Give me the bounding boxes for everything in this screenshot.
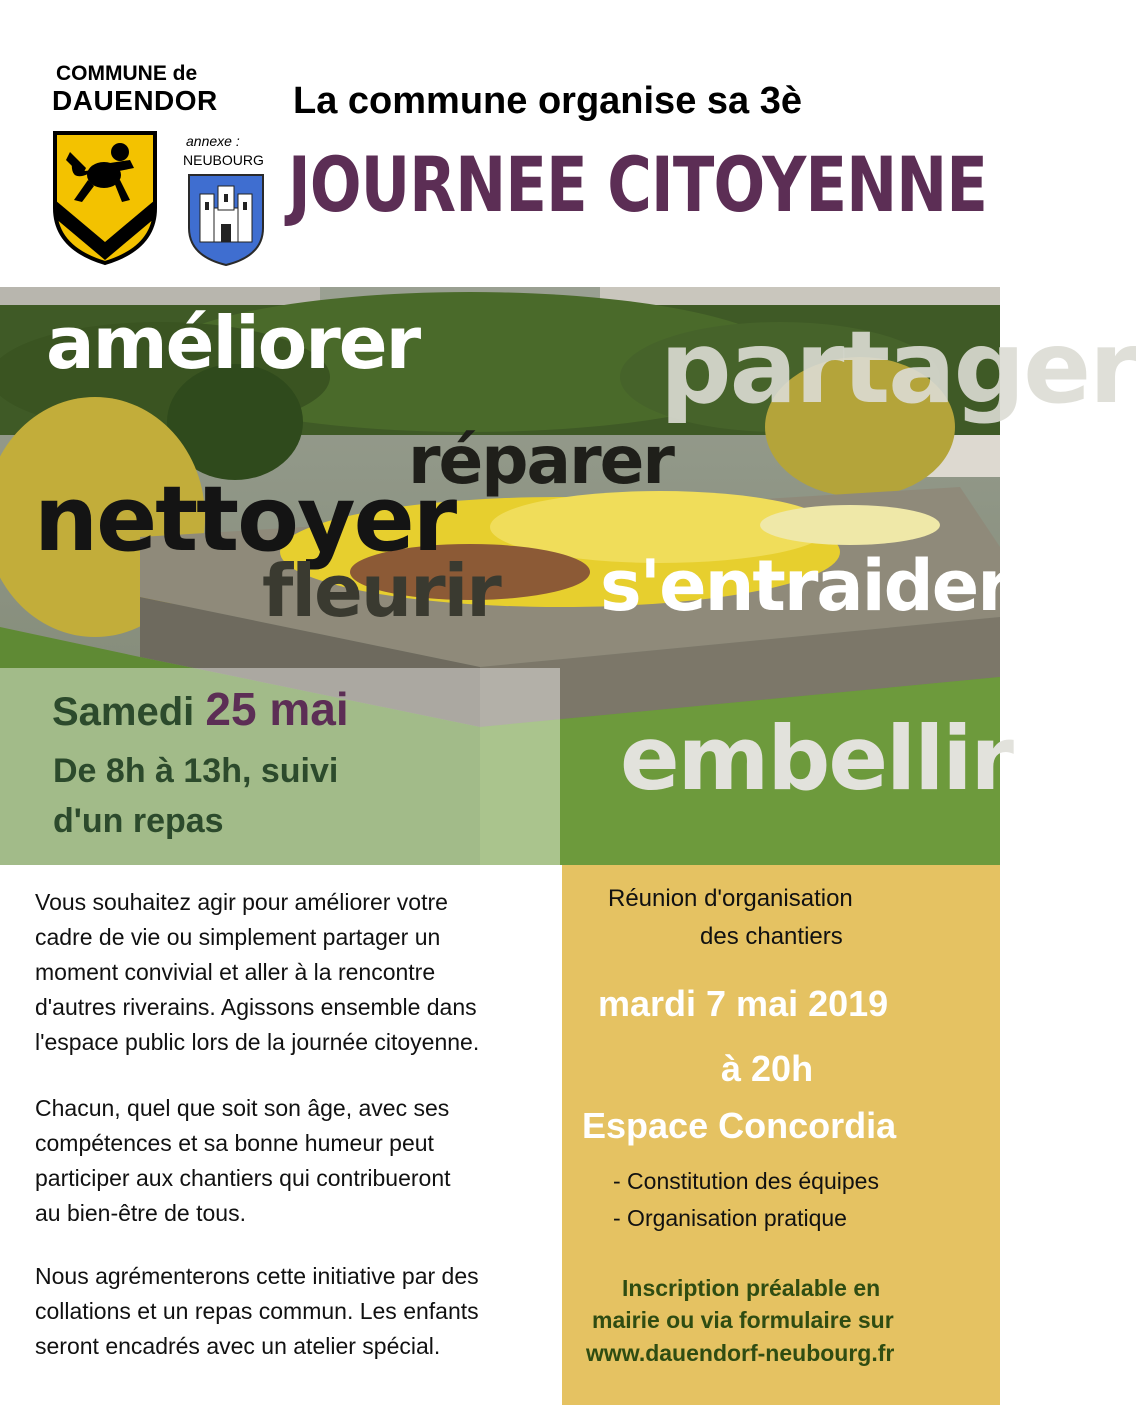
agenda-item: - Organisation pratique bbox=[613, 1205, 847, 1231]
text-line: au bien-être de tous. bbox=[35, 1200, 246, 1226]
text-line: l'espace public lors de la journée citoyenne. bbox=[35, 1029, 480, 1055]
word-embellir: embellir bbox=[620, 707, 1012, 810]
agenda-item: - Constitution des équipes bbox=[613, 1168, 879, 1194]
commune-name: DAUENDOR bbox=[52, 85, 218, 116]
commune-label: COMMUNE de bbox=[56, 62, 198, 85]
text-line: collations et un repas commun. Les enfants bbox=[35, 1298, 479, 1324]
catering-paragraph bbox=[35, 1259, 570, 1364]
meeting-heading-line2: des chantiers bbox=[700, 923, 843, 950]
date-prefix: Samedi bbox=[52, 690, 206, 734]
word-nettoyer: nettoyer bbox=[34, 467, 456, 572]
meeting-date: mardi 7 mai 2019 bbox=[598, 983, 889, 1024]
text-line: cadre de vie ou simplement partager un bbox=[35, 924, 441, 950]
inscription-line2: mairie ou via formulaire sur bbox=[592, 1307, 894, 1333]
website-link[interactable]: www.dauendorf-neubourg.fr bbox=[586, 1340, 895, 1366]
word-reparer: réparer bbox=[408, 422, 673, 499]
event-title: JOURNEE CITOYENNE bbox=[288, 140, 988, 229]
meeting-place: Espace Concordia bbox=[582, 1105, 897, 1146]
text-line: seront encadrés avec un atelier spécial. bbox=[35, 1333, 441, 1359]
meeting-heading-line1: Réunion d'organisation bbox=[608, 885, 853, 912]
text-line: moment convivial et aller à la rencontre bbox=[35, 959, 436, 985]
meeting-panel bbox=[562, 865, 1000, 1405]
text-line: d'autres riverains. Agissons ensemble dans bbox=[35, 994, 477, 1020]
text-line: Nous agrémenterons cette initiative par des bbox=[35, 1263, 479, 1289]
inscription-line1: Inscription préalable en bbox=[622, 1275, 881, 1301]
annexe-name: NEUBOURG bbox=[183, 152, 264, 168]
word-fleurir: fleurir bbox=[262, 549, 500, 633]
word-ameliorer: améliorer bbox=[46, 301, 420, 385]
participation-paragraph bbox=[35, 1091, 570, 1231]
meeting-time: à 20h bbox=[721, 1048, 814, 1089]
intro-paragraph bbox=[35, 885, 570, 1060]
text-line: Vous souhaitez agir pour améliorer votre bbox=[35, 889, 448, 915]
text-line: participer aux chantiers qui contribueront bbox=[35, 1165, 451, 1191]
word-sentraider: s'entraider bbox=[600, 545, 1010, 627]
event-meal: d'un repas bbox=[53, 802, 224, 840]
word-partager: partager bbox=[660, 309, 1136, 426]
text-line: Chacun, quel que soit son âge, avec ses bbox=[35, 1095, 450, 1121]
event-hours: De 8h à 13h, suivi bbox=[53, 752, 339, 790]
dauendorf-coat-of-arms bbox=[52, 130, 158, 266]
annexe-label: annexe : bbox=[186, 133, 240, 149]
text-line: compétences et sa bonne humeur peut bbox=[35, 1130, 434, 1156]
event-date bbox=[52, 682, 349, 736]
date-day-month: 25 mai bbox=[205, 683, 349, 735]
neubourg-coat-of-arms bbox=[186, 172, 266, 268]
headline: La commune organise sa 3è bbox=[293, 80, 802, 122]
